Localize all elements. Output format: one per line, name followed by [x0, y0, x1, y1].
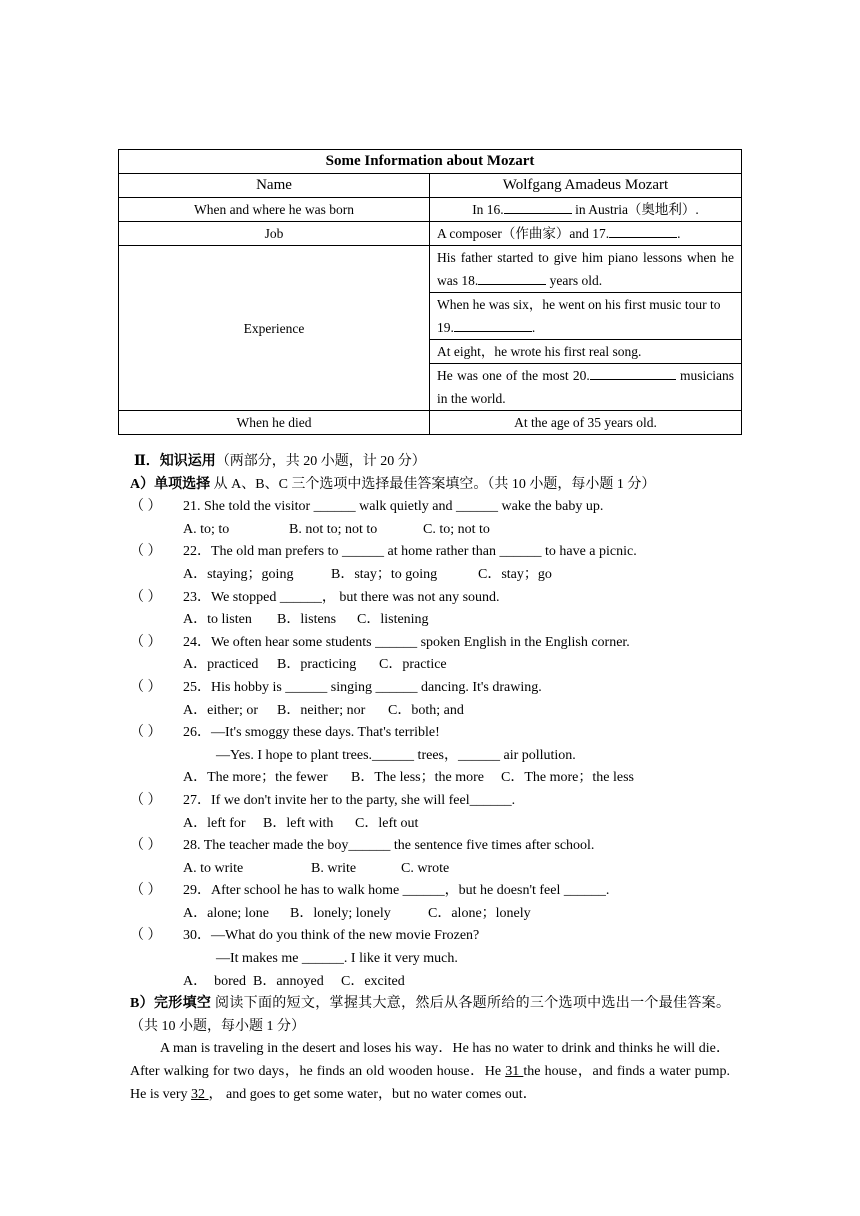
answer-blank-18[interactable] — [478, 271, 546, 285]
question-29: （ ） 29．After school he has to walk home ______，but he doesn't feel ______. A．alone; lone B．lonely; lonely C．alone；lonely — [130, 880, 730, 925]
question-25: （ ） 25．His hobby is ______ singing ______ dancing. It's drawing. A．either; or B．neither; nor C．both; and — [130, 677, 730, 722]
question-27: （ ） 27．If we don't invite her to the party, she will feel______. A．left for B．left with C．left out — [130, 790, 730, 835]
section-two — [130, 451, 730, 1106]
question-22: （ ） 22．The old man prefers to ______ at home rather than ______ to have a picnic. A．staying；going B．stay；to going C．stay；go — [130, 541, 730, 586]
question-24: （ ） 24．We often hear some students ______ spoken English in the English corner. A．practiced B．practicing C．practice — [130, 632, 730, 677]
cloze-passage: A man is traveling in the desert and loses his way．He has no water to drink and thinks he will die．After walking for two days，he finds an old wooden house．He 31 the house，and finds a water pump. He is very 32 ， and goes to get some water，but no water comes out． — [130, 1041, 730, 1102]
question-26: （ ） 26．—It's smoggy these days. That's terrible! —Yes. I hope to plant trees.______ trees，______ air pollution. A．The more；the fewer B．The less；the more C．The more；the less — [130, 722, 730, 790]
question-28: （ ） 28. The teacher made the boy______ the sentence five times after school. A. to write B. write C. wrote — [130, 835, 730, 880]
row-value-name: Wolfgang Amadeus Mozart — [430, 174, 742, 198]
answer-bracket[interactable]: （ ） — [130, 634, 162, 650]
experience-item-4: He was one of the most 20. musicians in the world. — [430, 364, 742, 411]
row-label-born: When and where he was born — [119, 198, 430, 222]
mozart-info-table — [118, 149, 742, 435]
answer-bracket[interactable]: （ ） — [130, 499, 162, 515]
question-21: （ ） 21. She told the visitor ______ walk quietly and ______ wake the baby up. A. to; to B. not to; not to C. to; not to — [130, 496, 730, 541]
answer-bracket[interactable]: （ ） — [130, 725, 162, 741]
question-30: （ ） 30．—What do you think of the new movie Frozen? —It makes me ______. I like it very much. A． bored B．annoyed C．excited — [130, 925, 730, 993]
answer-blank-20[interactable] — [590, 366, 676, 380]
answer-blank-17[interactable] — [609, 224, 677, 238]
section-heading: Ⅱ．知识运用（两部分，共 20 小题，计 20 分） — [134, 454, 426, 469]
answer-blank-16[interactable] — [504, 200, 572, 214]
answer-bracket[interactable]: （ ） — [130, 544, 162, 560]
experience-item-1: His father started to give him piano lessons when he was 18. years old. — [430, 246, 742, 293]
cloze-blank-31[interactable]: 31 — [505, 1064, 524, 1080]
cloze-blank-32[interactable]: 32 — [191, 1086, 209, 1102]
question-23: （ ） 23．We stopped ______， but there was not any sound. A．to listen B．listens C．listening — [130, 587, 730, 632]
row-label-job: Job — [119, 222, 430, 246]
answer-bracket[interactable]: （ ） — [130, 838, 162, 854]
answer-blank-19[interactable] — [454, 318, 532, 332]
row-value-born: In 16. in Austria（奥地利）. — [430, 198, 742, 222]
experience-item-2: When he was six，he went on his first music tour to 19. . — [430, 293, 742, 340]
row-value-job: A composer（作曲家）and 17. . — [430, 222, 742, 246]
answer-bracket[interactable]: （ ） — [130, 928, 162, 944]
experience-item-3: At eight，he wrote his first real song. — [430, 340, 742, 364]
answer-bracket[interactable]: （ ） — [130, 792, 162, 808]
row-label-died: When he died — [119, 411, 430, 435]
answer-bracket[interactable]: （ ） — [130, 679, 162, 695]
part-a-heading: A）单项选择 从 A、B、C 三个选项中选择最佳答案填空。（共 10 小题，每小题 1 分） — [130, 476, 656, 492]
answer-bracket[interactable]: （ ） — [130, 589, 162, 605]
table-title: Some Information about Mozart — [119, 150, 742, 174]
answer-bracket[interactable]: （ ） — [130, 883, 162, 899]
row-label-name: Name — [119, 174, 430, 198]
row-label-experience: Experience — [119, 246, 430, 411]
row-value-died: At the age of 35 years old. — [430, 411, 742, 435]
part-b-heading: B）完形填空 阅读下面的短文，掌握其大意，然后从各题所给的三个选项中选出一个最佳答案。（共 10 小题，每小题 1 分） — [130, 996, 730, 1034]
